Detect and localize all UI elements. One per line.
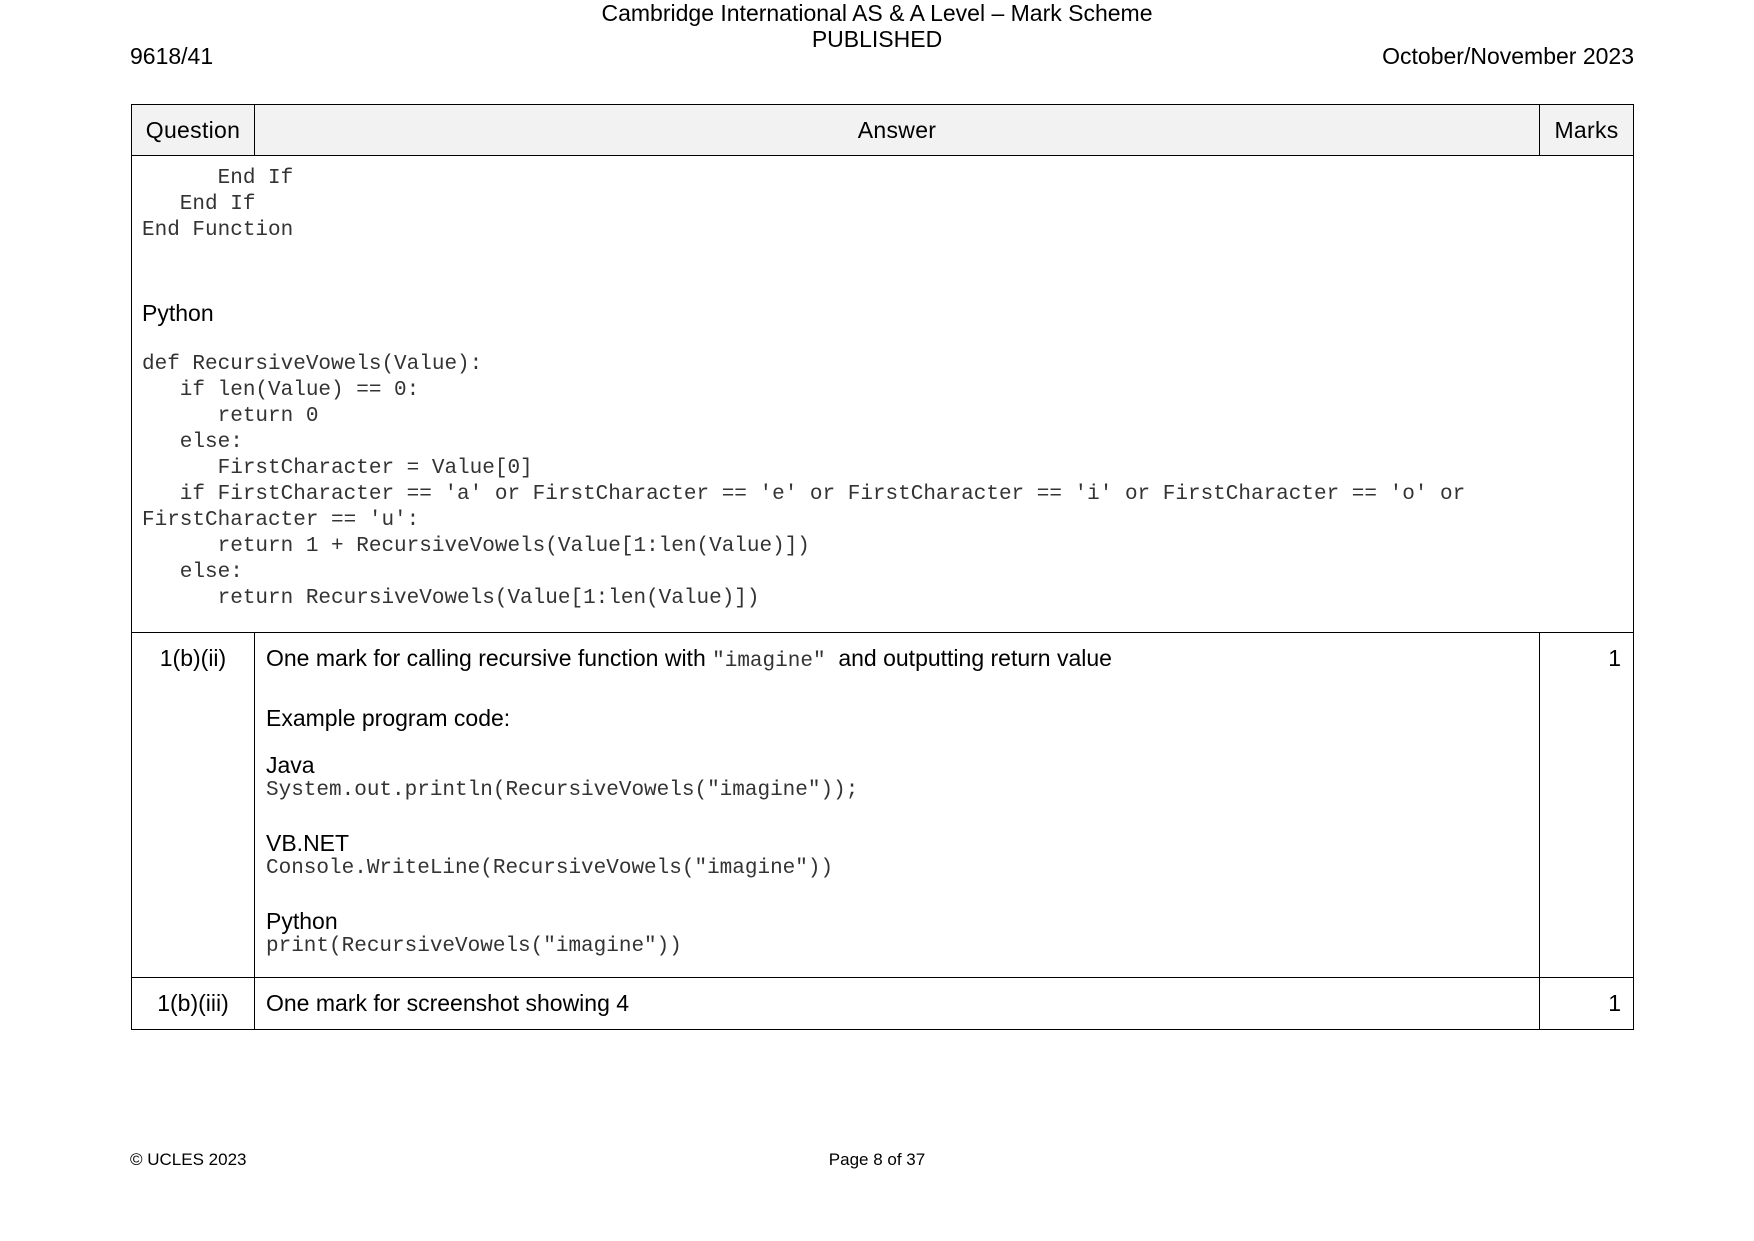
marks-value: 1: [1540, 633, 1634, 978]
paper-code: 9618/41: [130, 43, 214, 69]
copyright-notice: © UCLES 2023: [130, 1150, 247, 1169]
continuation-cell: [132, 156, 1634, 633]
code-block-end-function: End If End If End Function: [142, 167, 294, 242]
example-label: Example program code:: [266, 705, 511, 731]
java-code: System.out.println(RecursiveVowels("imagine"));: [266, 779, 859, 802]
python-code-block: def RecursiveVowels(Value): if len(Value) == 0: return 0 else: FirstCharacter = Value[0] if FirstCharacter == 'a' or FirstCharacter == 'e' or FirstCharacter == 'i' or FirstCharacter == 'o' or FirstCharacter == 'u': return 1 + RecursiveVowels(Value[1:len(Value)]) else: return RecursiveVowels(Value[1:len(Value)]): [142, 353, 1466, 610]
python-language-label: Python: [142, 300, 214, 326]
mark-criterion: [266, 645, 1529, 675]
title-text: Cambridge International AS & A Level – Mark Scheme: [601, 0, 1153, 26]
vbnet-code: Console.WriteLine(RecursiveVowels("imagine")): [266, 857, 834, 880]
python-code: print(RecursiveVowels("imagine")): [266, 935, 682, 958]
answer-cell: [255, 978, 1540, 1030]
answer-cell: [255, 633, 1540, 978]
criterion-code: "imagine": [712, 650, 826, 673]
question-number: 1(b)(ii): [132, 633, 255, 978]
table-row: [132, 633, 1634, 978]
question-column-header: Question: [132, 105, 255, 156]
marks-value: 1: [1540, 978, 1634, 1030]
mark-criterion: One mark for screenshot showing 4: [266, 990, 630, 1016]
java-language-label: Java: [266, 752, 315, 778]
vbnet-language-label: VB.NET: [266, 830, 350, 856]
marks-column-header: Marks: [1540, 105, 1634, 156]
continuation-row: [132, 156, 1634, 633]
table-header-row: [132, 105, 1634, 156]
criterion-text-start: One mark for calling recursive function with: [266, 645, 713, 671]
python-language-label: Python: [266, 908, 338, 934]
question-number: 1(b)(iii): [132, 978, 255, 1030]
exam-session: October/November 2023: [1382, 43, 1634, 69]
criterion-text-end: and outputting return value: [825, 645, 1112, 671]
mark-scheme-table: [131, 104, 1634, 1030]
table-row: [132, 978, 1634, 1030]
answer-column-header: Answer: [255, 105, 1540, 156]
published-label: PUBLISHED: [811, 26, 943, 52]
page-number: Page 8 of 37: [828, 1150, 926, 1169]
